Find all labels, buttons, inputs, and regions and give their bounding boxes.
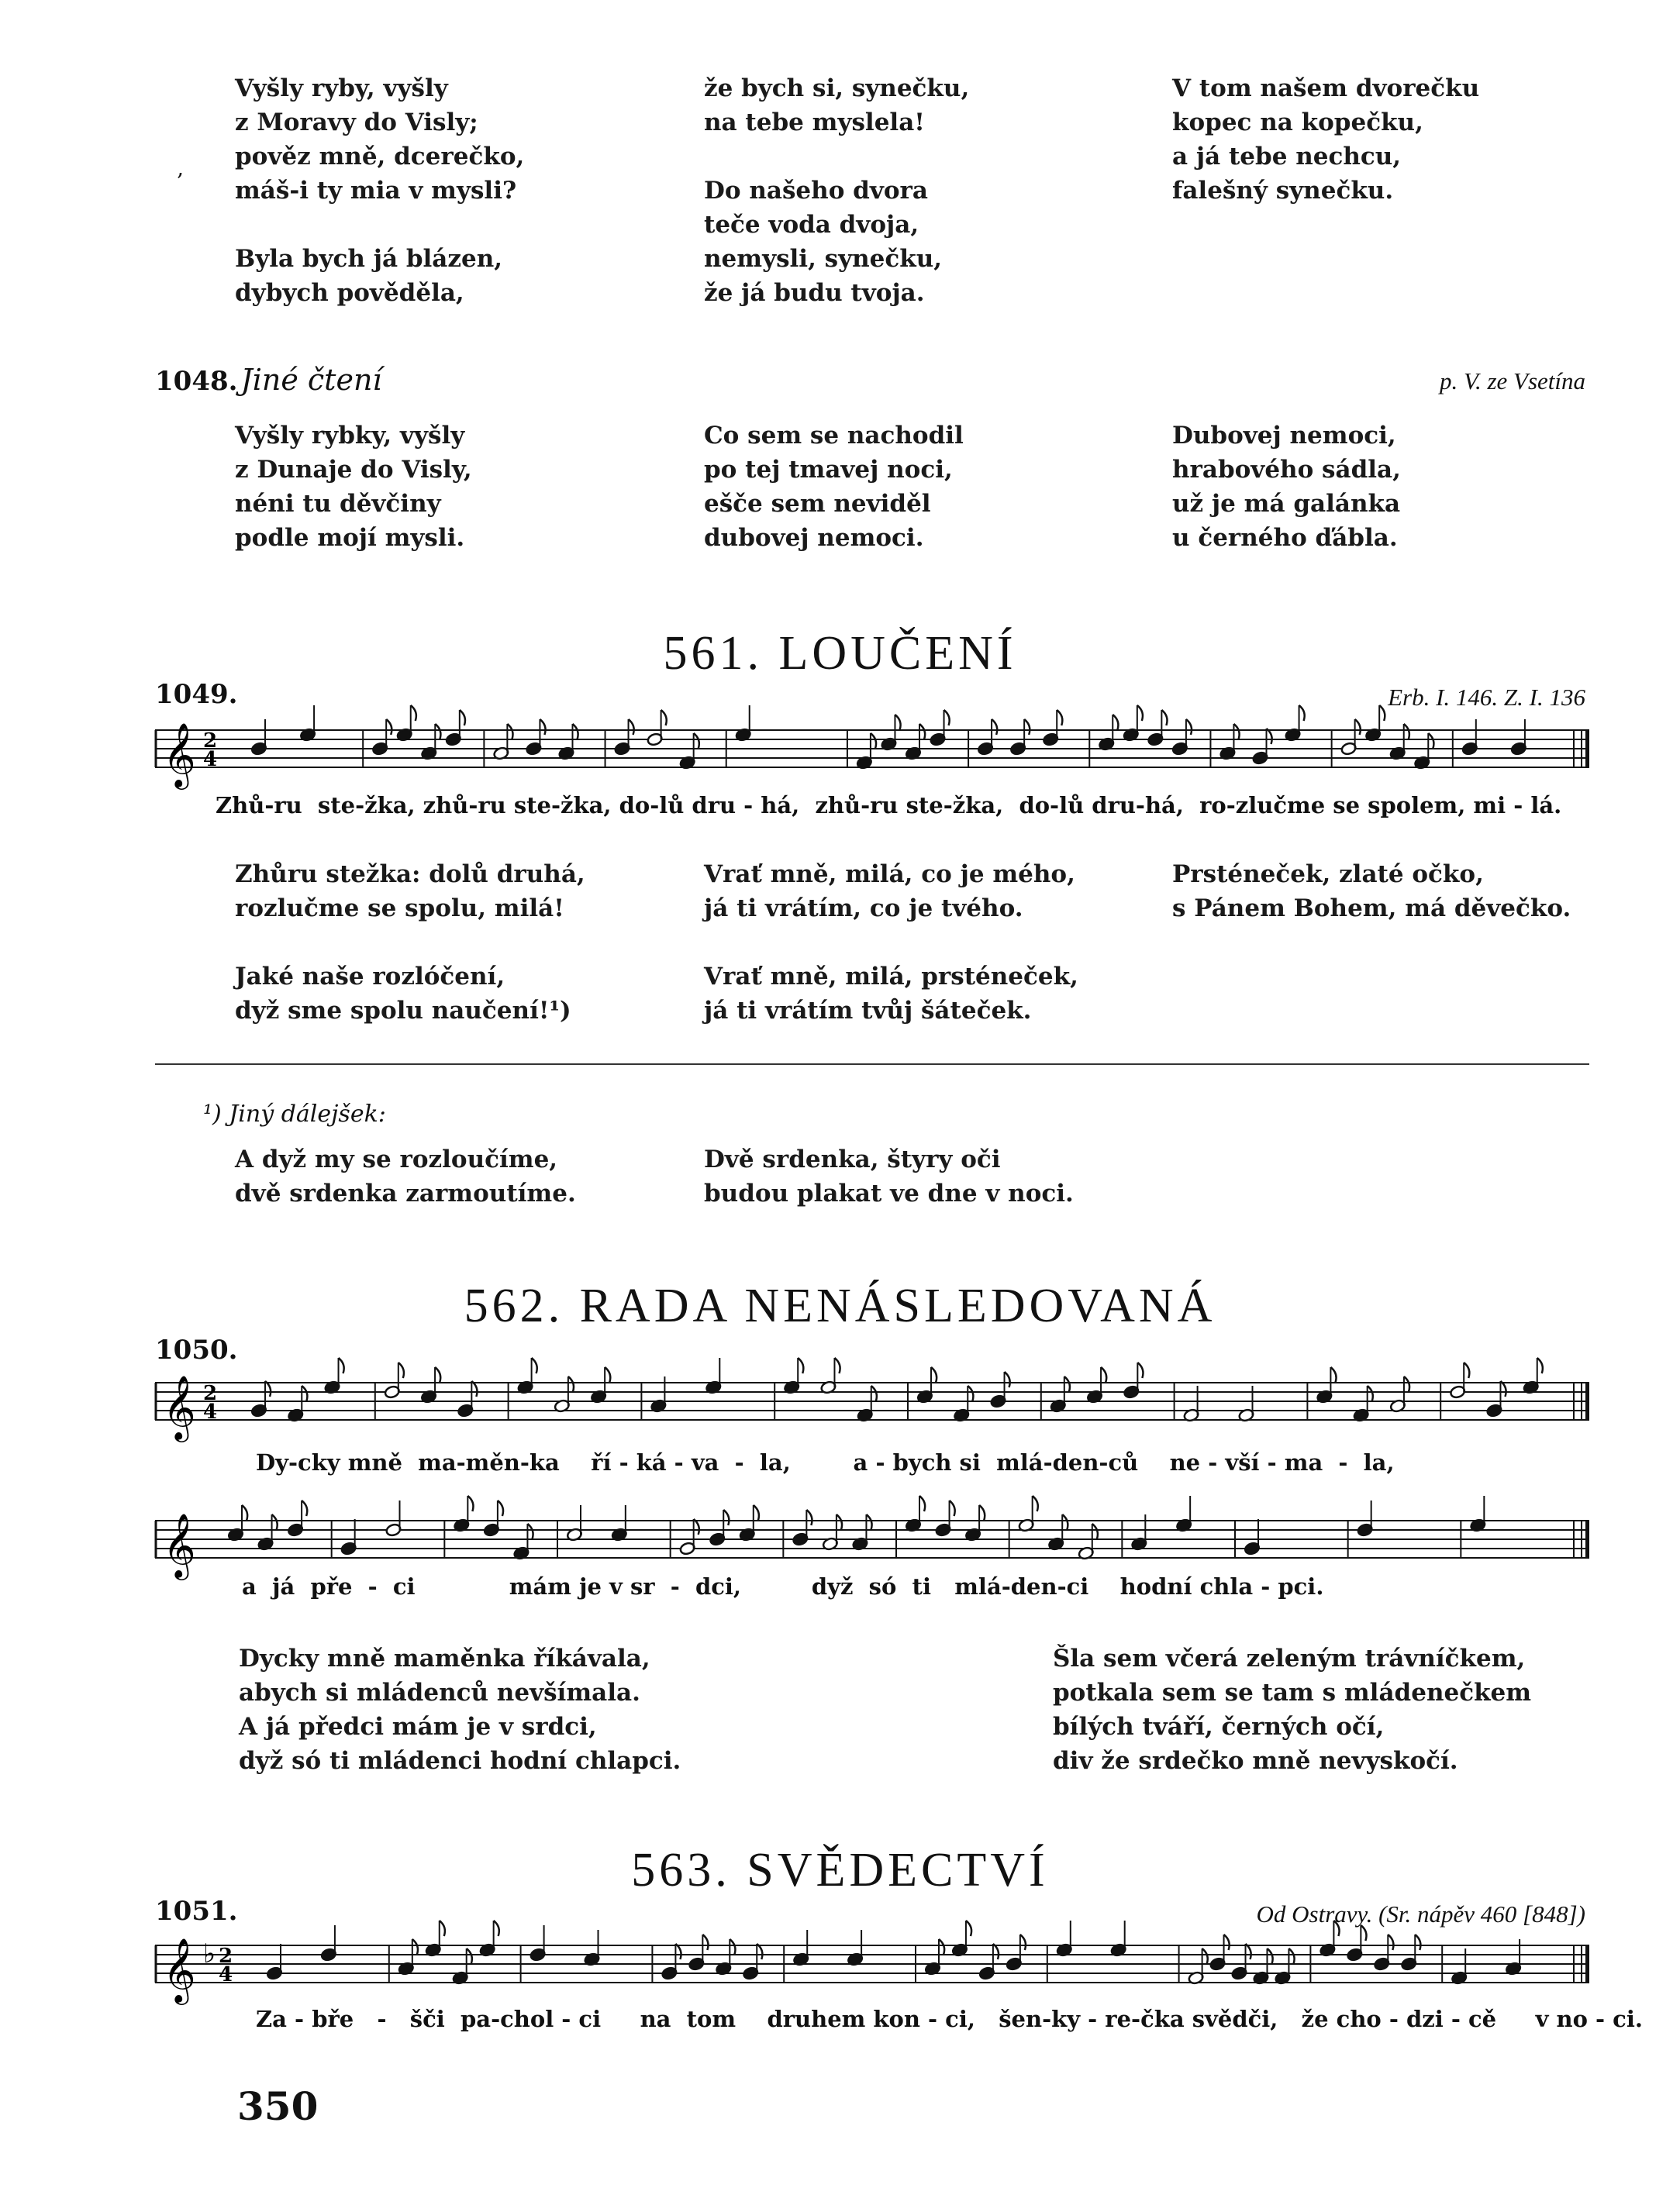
verse-line: Jaké naše rozlóčení, xyxy=(235,963,505,991)
verse-line xyxy=(235,925,585,960)
note-flag xyxy=(1033,1496,1038,1511)
verse-line: Zhůru stežka: dolů druhá, xyxy=(235,860,585,888)
verse-line: Byla bych já blázen, xyxy=(235,245,503,273)
note-flag xyxy=(1024,719,1030,735)
note-flag xyxy=(806,1510,812,1525)
verse-line: Do našeho dvora xyxy=(704,177,928,205)
note-flag xyxy=(866,1514,871,1530)
note-flag xyxy=(950,1501,955,1516)
time-signature-bottom: 4 xyxy=(203,748,218,771)
time-signature-top: 2 xyxy=(203,1382,218,1405)
verse-line: Dubovej nemoci, xyxy=(1172,422,1396,450)
note-flag xyxy=(1057,710,1062,725)
note-flag xyxy=(1113,715,1118,730)
note-flag xyxy=(527,1524,533,1539)
note-flag xyxy=(968,1386,973,1401)
final-bar-line xyxy=(1585,1945,1589,1983)
flat-icon: ♭ xyxy=(203,1938,216,1969)
verse-1048-col-2 xyxy=(704,419,964,555)
note-flag xyxy=(939,1939,944,1955)
page-number: 350 xyxy=(237,2083,319,2129)
verse-line: dyž sme spolu naučení!¹) xyxy=(235,997,571,1025)
song-number-1048: 1048. Jiné čtení xyxy=(155,363,382,397)
treble-clef-icon: 𝄞 xyxy=(163,1937,196,2002)
verse-1048-col-1 xyxy=(235,419,472,555)
final-bar-line xyxy=(1585,1521,1589,1558)
song-title-561: 561. LOUČENÍ xyxy=(663,627,1017,680)
note-flag xyxy=(1355,719,1361,735)
source-1051: Od Ostravy. (Sr. nápěv 460 [848]) xyxy=(1256,1900,1585,1928)
note-flag xyxy=(386,719,392,735)
note-flag xyxy=(1064,1376,1070,1392)
note-flag xyxy=(1464,1363,1469,1378)
lyrics-1051: Za - bře - šči pa-chol - ci na tom druhem kon - ci, šen-ky - re-čka svědči, že cho - dzi - cě v no - ci. xyxy=(256,2006,1643,2032)
time-signature-top: 2 xyxy=(219,1945,233,1968)
verse-line xyxy=(704,140,969,174)
song-number-1050: 1050. xyxy=(155,1335,238,1366)
verse-561-col-2 xyxy=(704,857,1078,1028)
note-flag xyxy=(1020,1935,1026,1950)
verse-line: já ti vrátím, co je tvého. xyxy=(704,894,1023,922)
note-flag xyxy=(398,1363,404,1378)
verse-line: Dvě srdenka, štyry oči xyxy=(704,1146,1001,1173)
note-flag xyxy=(702,1935,708,1950)
note-flag xyxy=(661,710,667,725)
note-flag xyxy=(1330,1367,1336,1383)
source-1048: p. V. ze Vsetína xyxy=(1440,367,1585,395)
verse-line: pověz mně, dcerečko, xyxy=(235,143,525,171)
stray-mark: ‚ xyxy=(177,155,184,181)
note-flag xyxy=(467,1496,473,1511)
note-flag xyxy=(507,724,512,739)
note-flag xyxy=(723,1510,729,1525)
note-flag xyxy=(339,1358,344,1373)
final-bar-line xyxy=(1585,1383,1589,1420)
note-flag xyxy=(440,1921,445,1936)
note-flag xyxy=(1299,705,1305,721)
verse-line: na tebe myslela! xyxy=(704,109,925,136)
note-flag xyxy=(1101,1367,1106,1383)
note-flag xyxy=(605,1367,610,1383)
note-flag xyxy=(1092,1524,1098,1539)
note-flag xyxy=(871,733,876,749)
verse-line: dyž só ti mládenci hodní chlapci. xyxy=(239,1747,681,1775)
note-flag xyxy=(992,719,997,735)
note-flag xyxy=(1537,1358,1543,1373)
note-flag xyxy=(966,1921,971,1936)
note-flag xyxy=(895,715,900,730)
verse-line: teče voda dvoja, xyxy=(704,211,919,239)
verse-562-col-1 xyxy=(239,1642,681,1778)
note-flag xyxy=(494,1921,499,1936)
note-flag xyxy=(1404,1376,1409,1392)
verse-line: Prsténeček, zlaté očko, xyxy=(1172,860,1484,888)
note-flag xyxy=(694,733,699,749)
verse-line: Vyšly ryby, vyšly xyxy=(235,74,448,102)
note-flag xyxy=(979,1505,985,1521)
note-flag xyxy=(1202,1948,1208,1964)
verse-line xyxy=(235,208,524,242)
footnote-divider xyxy=(155,1063,1589,1065)
source-1049: Erb. I. 146. Z. I. 136 xyxy=(1388,684,1585,711)
note-flag xyxy=(302,1386,307,1401)
note-flag xyxy=(629,719,634,735)
note-flag xyxy=(1137,705,1143,721)
note-flag xyxy=(1368,1386,1373,1401)
verse-line: dvě srdenka zarmoutíme. xyxy=(235,1180,576,1208)
footnote-col-2 xyxy=(704,1142,1074,1211)
verse-line: V tom našem dvorečku xyxy=(1172,74,1480,102)
note-flag xyxy=(1379,705,1385,721)
verse-line: falešný synečku. xyxy=(1172,177,1394,205)
note-flag xyxy=(1137,1363,1143,1378)
verse-col-2 xyxy=(704,71,969,310)
note-flag xyxy=(1186,719,1192,735)
note-flag xyxy=(837,1514,842,1530)
verse-line: Vrať mně, milá, co je mého, xyxy=(704,860,1075,888)
verse-col-3 xyxy=(1172,71,1479,208)
verse-line: budou plakat ve dne v noci. xyxy=(704,1180,1074,1208)
music-staff-1051 xyxy=(155,1936,1589,2002)
note-flag xyxy=(1005,1372,1010,1387)
song-title-563: 563. SVĚDECTVÍ xyxy=(631,1844,1049,1897)
note-flag xyxy=(1428,733,1433,749)
verse-561-col-1 xyxy=(235,857,585,1028)
note-flag xyxy=(411,705,416,721)
final-bar-line xyxy=(1585,730,1589,767)
verse-line: máš-i ty mia v mysli? xyxy=(235,177,517,205)
music-staff-1050-b xyxy=(155,1511,1589,1577)
note-flag xyxy=(1415,1935,1420,1950)
note-flag xyxy=(798,1358,803,1373)
verse-1048-col-3 xyxy=(1172,419,1401,555)
verse-561-col-3 xyxy=(1172,857,1571,925)
verse-col-1 xyxy=(235,71,524,310)
treble-clef-icon: 𝄞 xyxy=(163,1374,196,1439)
verse-line: abych si mládenců nevšímala. xyxy=(239,1679,640,1707)
verse-line: dubovej nemoci. xyxy=(704,524,924,552)
verse-line: A já předci mám je v srdci, xyxy=(239,1713,597,1741)
note-flag xyxy=(944,710,950,725)
verse-line: potkala sem se tam s mládenečkem xyxy=(1053,1679,1532,1707)
song-number-1049: 1049. xyxy=(155,679,238,710)
music-staff-1049 xyxy=(155,721,1589,787)
note-flag xyxy=(919,1496,925,1511)
verse-line: už je má galánka xyxy=(1172,490,1401,518)
note-flag xyxy=(272,1514,278,1530)
verse-line: rozlučme se spolu, milá! xyxy=(235,894,564,922)
verse-line: z Dunaje do Visly, xyxy=(235,456,472,484)
note-flag xyxy=(498,1501,503,1516)
note-flag xyxy=(1161,710,1167,725)
note-flag xyxy=(871,1386,877,1401)
treble-clef-icon: 𝄞 xyxy=(163,1512,196,1577)
note-flag xyxy=(302,1501,307,1516)
note-flag xyxy=(1267,1948,1272,1964)
song-title-562: 562. RADA NENÁSLEDOVANÁ xyxy=(464,1280,1216,1332)
verse-line: ešče sem neviděl xyxy=(704,490,931,518)
note-flag xyxy=(1288,1948,1294,1964)
verse-line: nemysli, synečku, xyxy=(704,245,943,273)
note-flag xyxy=(435,724,440,739)
verse-line: že já budu tvoja. xyxy=(704,279,925,307)
lyrics-1050-b: a já pře - ci mám je v sr - dci, dyž só ti mlá-den-ci hodní chla - pci. xyxy=(242,1573,1324,1600)
verse-line: Co sem se nachodil xyxy=(704,422,964,450)
note-flag xyxy=(1233,724,1239,739)
note-flag xyxy=(467,1948,472,1964)
verse-line: u černého ďábla. xyxy=(1172,524,1398,552)
note-flag xyxy=(540,719,545,735)
note-flag xyxy=(919,724,925,739)
treble-clef-icon: 𝄞 xyxy=(163,722,196,787)
verse-line: a já tebe nechcu, xyxy=(1172,143,1402,171)
verse-line: Vrať mně, milá, prsténeček, xyxy=(704,963,1078,991)
time-signature-top: 2 xyxy=(203,729,218,753)
variant-title: Jiné čtení xyxy=(240,363,382,397)
verse-line: div že srdečko mně nevyskočí. xyxy=(1053,1747,1458,1775)
note-flag xyxy=(1224,1935,1230,1950)
verse-line: s Pánem Bohem, má děvečko. xyxy=(1172,894,1571,922)
verse-line: Šla sem včerá zeleným trávníčkem, xyxy=(1053,1645,1526,1673)
note-flag xyxy=(572,724,578,739)
lyrics-1049: Zhů-ru ste-žka, zhů-ru ste-žka, do-lů dru - há, zhů-ru ste-žka, do-lů dru-há, ro-zlučme se spolem, mi - lá. xyxy=(216,792,1562,818)
note-flag xyxy=(460,710,465,725)
verse-line: podle mojí mysli. xyxy=(235,524,465,552)
note-flag xyxy=(931,1367,937,1383)
verse-line: já ti vrátím tvůj šáteček. xyxy=(704,997,1032,1025)
verse-line: Dycky mně maměnka říkávala, xyxy=(239,1645,650,1673)
note-flag xyxy=(1404,724,1409,739)
verse-line xyxy=(704,925,1078,960)
note-flag xyxy=(754,1505,759,1521)
time-signature-bottom: 4 xyxy=(219,1963,233,1986)
note-flag xyxy=(730,1939,735,1955)
music-staff-1050-a xyxy=(155,1373,1589,1439)
note-flag xyxy=(242,1505,247,1521)
verse-line: po tej tmavej noci, xyxy=(704,456,953,484)
note-flag xyxy=(1388,1935,1393,1950)
verse-line: že bych si, synečku, xyxy=(704,74,970,102)
note-flag xyxy=(412,1939,418,1955)
note-flag xyxy=(568,1376,574,1392)
lyrics-1050-a: Dy-cky mně ma-měn-ka ří - ká - va - la, a - bych si mlá-den-ců ne - vší - ma - la, xyxy=(256,1449,1395,1476)
verse-562-col-2 xyxy=(1053,1642,1531,1778)
note-flag xyxy=(532,1358,537,1373)
song-number-1051: 1051. xyxy=(155,1896,238,1927)
time-signature-bottom: 4 xyxy=(203,1401,218,1424)
verse-line: A dyž my se rozloučíme, xyxy=(235,1146,558,1173)
footnote-label: ¹) Jiný dálejšek: xyxy=(203,1101,386,1128)
verse-line: bílých tváří, černých očí, xyxy=(1053,1713,1385,1741)
verse-line: hrabového sádla, xyxy=(1172,456,1401,484)
verse-line: néni tu děvčiny xyxy=(235,490,441,518)
verse-line: kopec na kopečku, xyxy=(1172,109,1423,136)
verse-line: dybych pověděla, xyxy=(235,279,464,307)
note-flag xyxy=(834,1358,840,1373)
note-flag xyxy=(435,1367,440,1383)
note-flag xyxy=(1062,1514,1068,1530)
verse-line: Vyšly rybky, vyšly xyxy=(235,422,465,450)
footnote-col-1 xyxy=(235,1142,576,1211)
verse-line: z Moravy do Visly; xyxy=(235,109,478,136)
